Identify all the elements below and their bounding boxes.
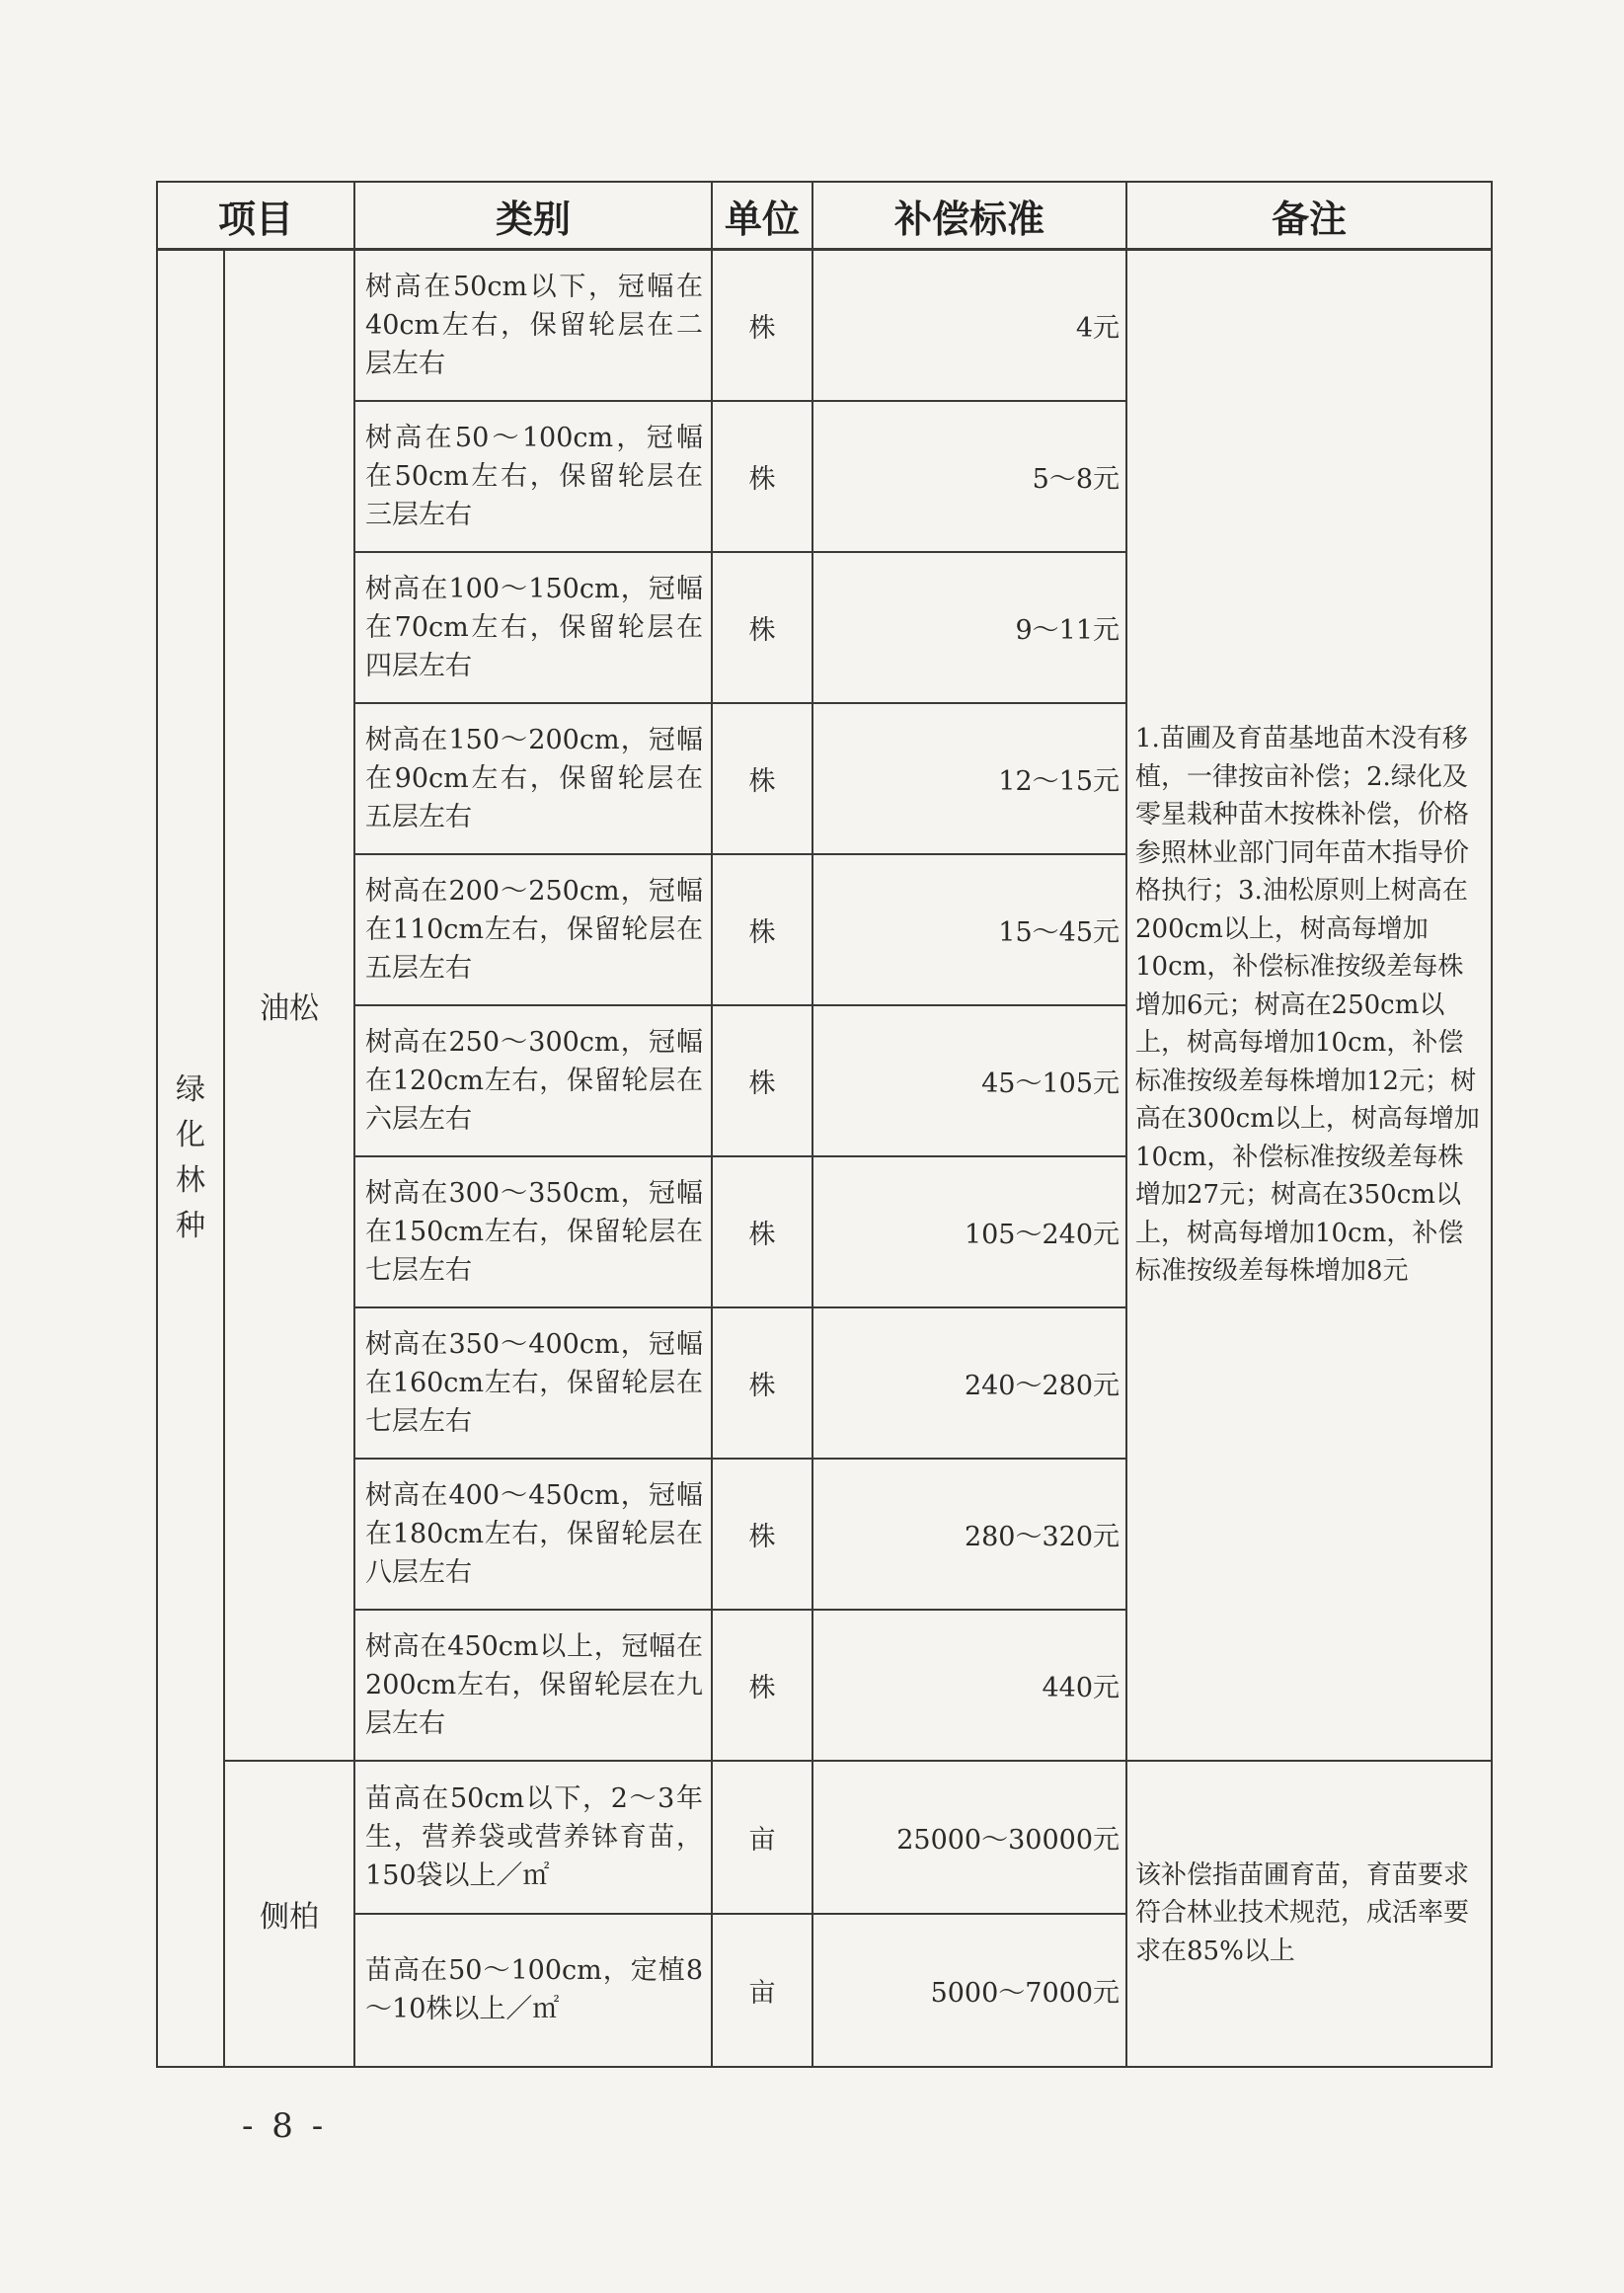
header-standard: 补偿标准 bbox=[812, 182, 1126, 250]
unit-cell: 亩 bbox=[712, 1914, 812, 2067]
page-number: - 8 - bbox=[242, 2106, 328, 2146]
unit-cell: 株 bbox=[712, 552, 812, 703]
standard-cell: 15～45元 bbox=[812, 854, 1126, 1005]
category-cell: 树高在250～300cm，冠幅在120cm左右，保留轮层在六层左右 bbox=[354, 1005, 712, 1156]
standard-cell: 5000～7000元 bbox=[812, 1914, 1126, 2067]
category-cell: 树高在200～250cm，冠幅在110cm左右，保留轮层在五层左右 bbox=[354, 854, 712, 1005]
category-cell: 苗高在50～100cm，定植8～10株以上／㎡ bbox=[354, 1914, 712, 2067]
unit-cell: 株 bbox=[712, 1459, 812, 1610]
standard-cell: 45～105元 bbox=[812, 1005, 1126, 1156]
category-cell: 树高在50cm以下，冠幅在40cm左右，保留轮层在二层左右 bbox=[354, 250, 712, 401]
category-cell: 树高在150～200cm，冠幅在90cm左右，保留轮层在五层左右 bbox=[354, 703, 712, 854]
unit-cell: 株 bbox=[712, 1005, 812, 1156]
table-row bbox=[157, 250, 1492, 401]
category-cell: 苗高在50cm以下，2～3年生，营养袋或营养钵育苗，150袋以上／㎡ bbox=[354, 1761, 712, 1914]
standard-cell: 4元 bbox=[812, 250, 1126, 401]
project-label: 绿化林种 bbox=[176, 1071, 205, 1243]
species-cell-youngsong: 油松 bbox=[224, 250, 354, 1761]
note-cell-cebai: 该补偿指苗圃育苗，育苗要求符合林业技术规范，成活率要求在85%以上 bbox=[1126, 1761, 1492, 2067]
unit-cell: 株 bbox=[712, 1610, 812, 1761]
category-cell: 树高在350～400cm，冠幅在160cm左右，保留轮层在七层左右 bbox=[354, 1307, 712, 1459]
standard-cell: 5～8元 bbox=[812, 401, 1126, 552]
standard-cell: 240～280元 bbox=[812, 1307, 1126, 1459]
standard-cell: 440元 bbox=[812, 1610, 1126, 1761]
table-row bbox=[157, 1761, 1492, 1914]
project-cell bbox=[157, 250, 224, 2067]
category-cell: 树高在300～350cm，冠幅在150cm左右，保留轮层在七层左右 bbox=[354, 1156, 712, 1307]
table-header-row bbox=[157, 182, 1492, 250]
standard-cell: 9～11元 bbox=[812, 552, 1126, 703]
header-unit: 单位 bbox=[712, 182, 812, 250]
unit-cell: 株 bbox=[712, 250, 812, 401]
unit-cell: 株 bbox=[712, 1156, 812, 1307]
header-category: 类别 bbox=[354, 182, 712, 250]
header-project: 项目 bbox=[157, 182, 354, 250]
standard-cell: 280～320元 bbox=[812, 1459, 1126, 1610]
standard-cell: 12～15元 bbox=[812, 703, 1126, 854]
standard-cell: 105～240元 bbox=[812, 1156, 1126, 1307]
category-cell: 树高在450cm以上，冠幅在200cm左右，保留轮层在九层左右 bbox=[354, 1610, 712, 1761]
species-cell-cebai: 侧柏 bbox=[224, 1761, 354, 2067]
unit-cell: 株 bbox=[712, 401, 812, 552]
unit-cell: 株 bbox=[712, 1307, 812, 1459]
unit-cell: 亩 bbox=[712, 1761, 812, 1914]
header-note: 备注 bbox=[1126, 182, 1492, 250]
category-cell: 树高在400～450cm，冠幅在180cm左右，保留轮层在八层左右 bbox=[354, 1459, 712, 1610]
unit-cell: 株 bbox=[712, 854, 812, 1005]
compensation-table bbox=[156, 181, 1493, 2068]
category-cell: 树高在100～150cm，冠幅在70cm左右，保留轮层在四层左右 bbox=[354, 552, 712, 703]
standard-cell: 25000～30000元 bbox=[812, 1761, 1126, 1914]
note-cell-youngsong: 1.苗圃及育苗基地苗木没有移植，一律按亩补偿；2.绿化及零星栽种苗木按株补偿，价格参照林业部门同年苗木指导价格执行；3.油松原则上树高在200cm以上，树高每增加10cm，补偿标准按级差每株增加6元；树高在250cm以上，树高每增加10cm，补偿标准按级差每株增加12元；树高在300cm以上，树高每增加10cm，补偿标准按级差每株增加27元；树高在350cm以上，树高每增加10cm，补偿标准按级差每株增加8元 bbox=[1126, 250, 1492, 1761]
unit-cell: 株 bbox=[712, 703, 812, 854]
category-cell: 树高在50～100cm，冠幅在50cm左右，保留轮层在三层左右 bbox=[354, 401, 712, 552]
